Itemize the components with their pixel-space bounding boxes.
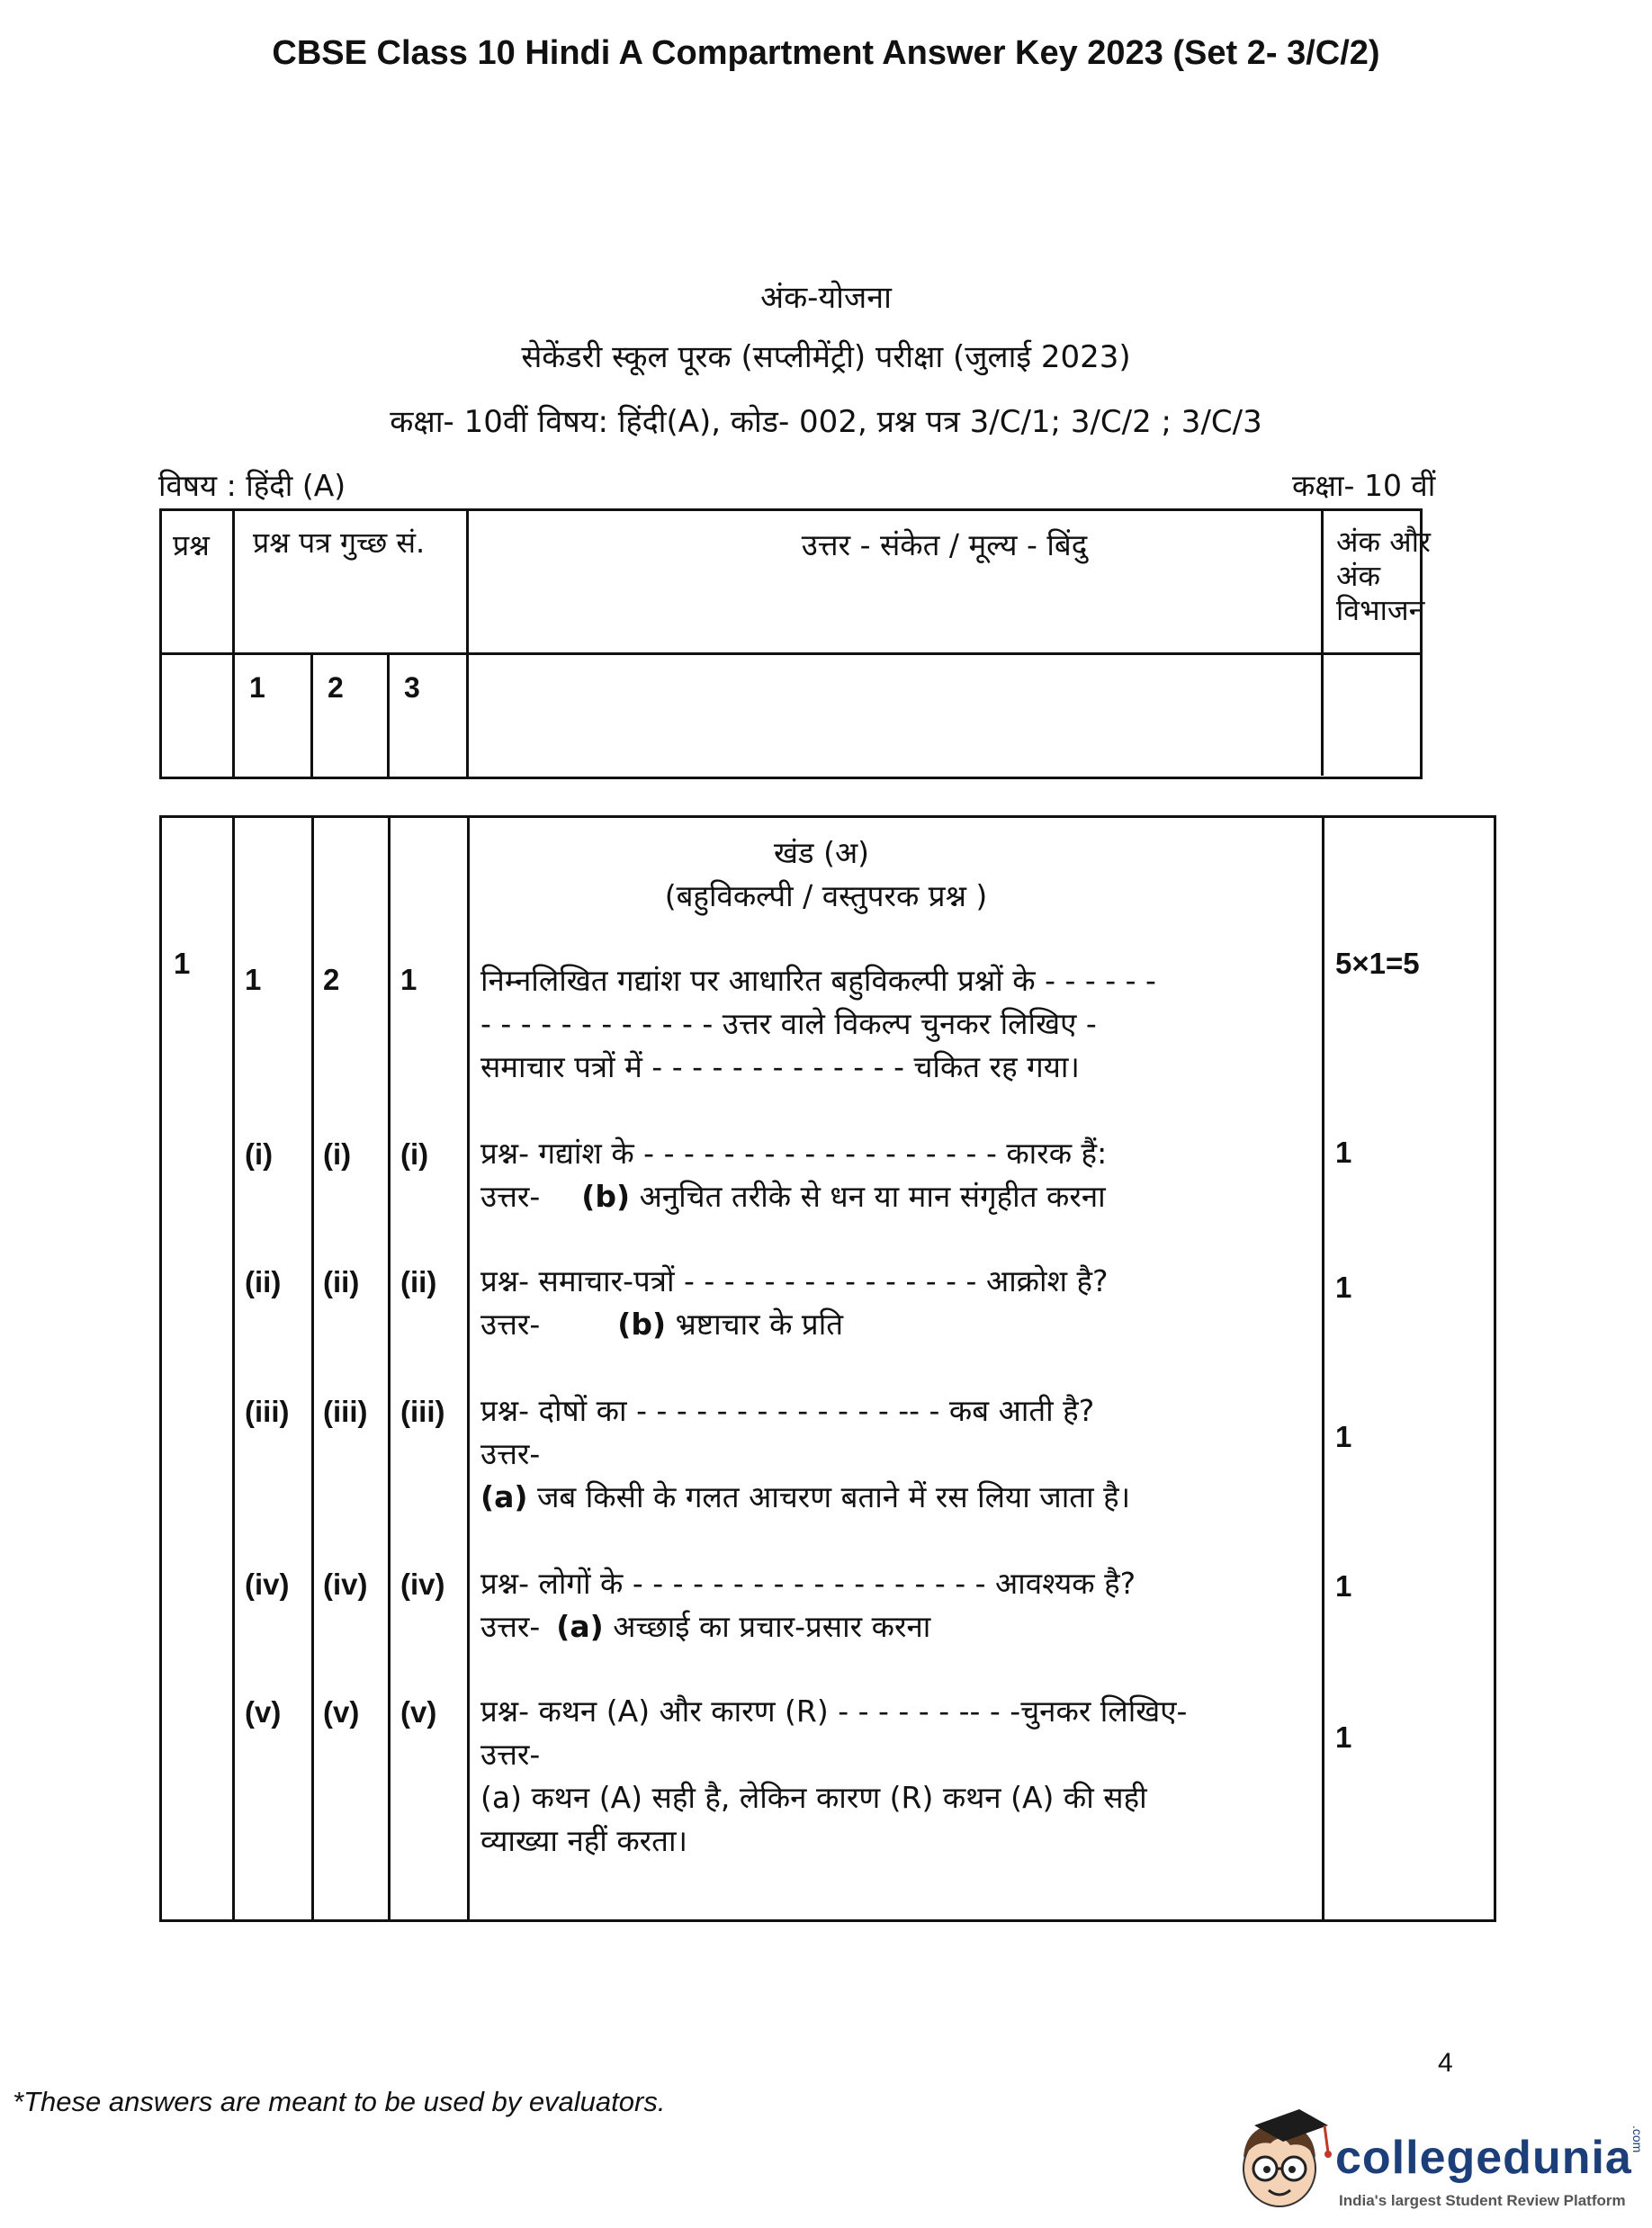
item-label: (iv) — [400, 1568, 445, 1601]
item-label: (iii) — [323, 1395, 368, 1428]
item-marks: 1 — [1335, 1720, 1352, 1754]
item-label: (i) — [245, 1137, 274, 1171]
item-label: (i) — [323, 1137, 352, 1171]
subject-label: विषय : हिंदी (A) — [158, 468, 346, 503]
item-marks: 1 — [1335, 1271, 1352, 1304]
item-answer: उत्तर- (b) अनुचित तरीके से धन या मान संगृहीत करना — [480, 1179, 1106, 1214]
document-title: CBSE Class 10 Hindi A Compartment Answer Key 2023 (Set 2- 3/C/2) — [272, 34, 1380, 72]
header-question-cell: प्रश्न — [161, 510, 234, 654]
item-label: (v) — [323, 1695, 360, 1729]
item-label: (ii) — [323, 1265, 360, 1298]
marking-scheme-heading: अंक-योजना — [760, 280, 892, 316]
set-number-1: 1 — [234, 654, 312, 778]
item-label: (iv) — [323, 1568, 368, 1601]
section-title — [0, 831, 1652, 872]
item-label: (iii) — [400, 1395, 445, 1428]
page-number: 4 — [1438, 2048, 1453, 2078]
logo-name: collegedunia — [1335, 2132, 1632, 2184]
item-answer: उत्तर- (a) अच्छाई का प्रचार-प्रसार करना — [480, 1609, 931, 1644]
set-number-3: 3 — [389, 654, 468, 778]
intro-line-3: समाचार पत्रों में - - - - - - - - - - - - - चकित रह गया। — [480, 1049, 1080, 1084]
item-question: प्रश्न- गद्यांश के - - - - - - - - - - - - - - - - - - कारक हैं: — [480, 1136, 1108, 1171]
item-answer: उत्तर- (b) भ्रष्टाचार के प्रति — [480, 1307, 844, 1342]
item-label: (ii) — [400, 1265, 437, 1298]
question-number: 1 — [174, 947, 191, 980]
item-label: (ii) — [245, 1265, 282, 1298]
header-marks-label: अंक और अंक विभाजन — [1336, 525, 1432, 627]
item-marks: 1 — [1335, 1136, 1352, 1169]
empty-cell — [468, 654, 1422, 778]
logo-tagline: India's largest Student Review Platform — [1339, 2192, 1626, 2209]
item-answer-prefix: उत्तर- — [480, 1436, 541, 1471]
item-label: (v) — [245, 1695, 282, 1729]
header-table — [159, 508, 1499, 779]
class-subject-heading: कक्षा- 10वीं विषय: हिंदी(A), कोड- 002, प्रश्न पत्र 3/C/1; 3/C/2 ; 3/C/3 — [390, 404, 1262, 440]
empty-cell — [161, 654, 234, 778]
question-set-3: 1 — [400, 963, 417, 996]
total-marks: 5×1=5 — [1335, 947, 1420, 980]
item-marks: 1 — [1335, 1420, 1352, 1453]
question-set-1: 1 — [245, 963, 262, 996]
section-subtitle: (बहुविकल्पी / वस्तुपरक प्रश्न ) — [664, 878, 988, 913]
item-question: प्रश्न- समाचार-पत्रों - - - - - - - - - - - - - - - आक्रोश है? — [480, 1263, 1109, 1298]
item-label: (iii) — [245, 1395, 290, 1428]
item-question: प्रश्न- कथन (A) और कारण (R) - - - - - - -- - -चुनकर लिखिए- — [480, 1693, 1188, 1729]
item-answer-line-2: व्याख्या नहीं करता। — [480, 1823, 688, 1858]
item-label: (i) — [400, 1137, 429, 1171]
class-label: कक्षा- 10 वीं — [1292, 468, 1436, 503]
item-label: (iv) — [245, 1568, 290, 1601]
logo-com: .com — [1630, 2125, 1645, 2153]
question-set-2: 2 — [323, 963, 340, 996]
header-marks-column — [1321, 508, 1495, 776]
section-title-text: खंड (अ) — [773, 835, 870, 870]
set-number-2: 2 — [312, 654, 389, 778]
intro-line-1: निम्नलिखित गद्यांश पर आधारित बहुविकल्पी प्रश्नों के - - - - - - — [480, 963, 1156, 998]
header-answer-cell: उत्तर - संकेत / मूल्य - बिंदु — [468, 510, 1422, 654]
item-label: (v) — [400, 1695, 437, 1729]
item-answer: (a) जब किसी के गलत आचरण बताने में रस लिया जाता है। — [480, 1479, 1131, 1514]
item-marks: 1 — [1335, 1569, 1352, 1603]
item-answer-line-1: (a) कथन (A) सही है, लेकिन कारण (R) कथन (A) की सही — [480, 1780, 1147, 1815]
mascot-icon — [1227, 2106, 1335, 2214]
item-answer-prefix: उत्तर- — [480, 1737, 541, 1772]
exam-heading: सेकेंडरी स्कूल पूरक (सप्लीमेंट्री) परीक्षा (जुलाई 2023) — [521, 339, 1131, 375]
item-question: प्रश्न- दोषों का - - - - - - - - - - - - - -- - कब आती है? — [480, 1393, 1095, 1428]
header-set-cell: प्रश्न पत्र गुच्छ सं. — [234, 510, 468, 654]
intro-line-2: - - - - - - - - - - - - उत्तर वाले विकल्प चुनकर लिखिए - — [480, 1006, 1097, 1041]
item-question: प्रश्न- लोगों के - - - - - - - - - - - - - - - - - - आवश्यक है? — [480, 1566, 1136, 1601]
evaluator-note: *These answers are meant to be used by evaluators. — [13, 2086, 666, 2117]
